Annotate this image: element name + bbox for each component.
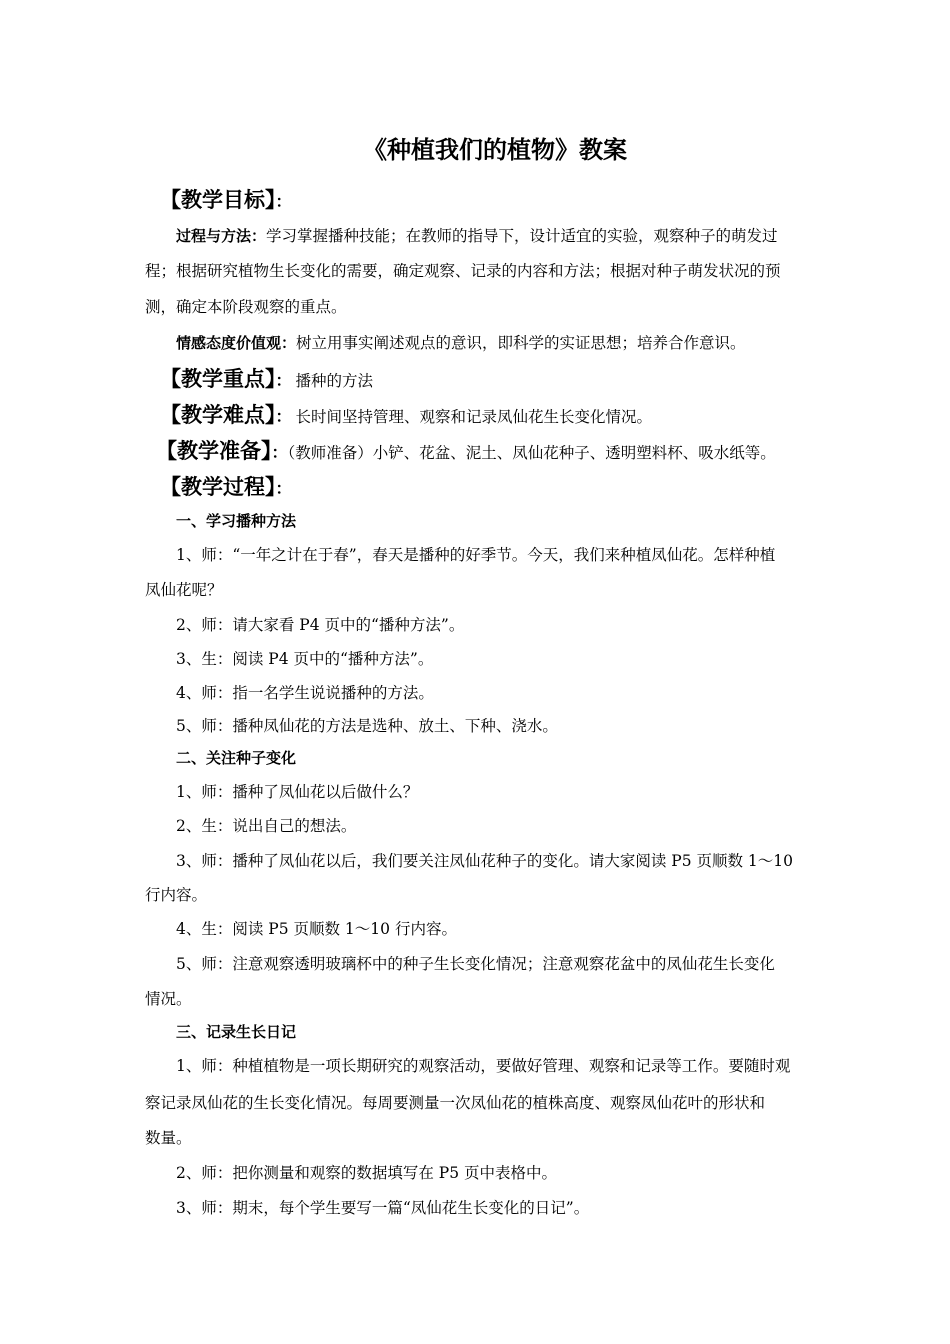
section-1-item-1a: 1、师：“一年之计在于春”，春天是播种的好季节。今天，我们来种植凤仙花。怎样种植 (176, 546, 776, 564)
section-2-item-5a: 5、师：注意观察透明玻璃杯中的种子生长变化情况；注意观察花盆中的凤仙花生长变化 (176, 955, 775, 973)
section-2-item-3a: 3、师：播种了凤仙花以后，我们要关注凤仙花种子的变化。请大家阅读 P5 页顺数 1～10 (176, 852, 794, 870)
goals-heading-colon: ： (275, 192, 292, 211)
key-point-colon: ： (275, 371, 292, 390)
difficulty-colon: ： (275, 407, 292, 426)
preparation-heading-text: 【教学准备】 (156, 439, 272, 463)
difficulty-text: 长时间坚持管理、观察和记录凤仙花生长变化情况。 (295, 408, 653, 426)
goals-heading (160, 185, 292, 217)
section-1-item-3: 3、生：阅读 P4 页中的“播种方法”。 (176, 650, 434, 668)
section-2-title: 二、关注种子变化 (176, 749, 297, 767)
preparation-text: （教师准备）小铲、花盆、泥土、凤仙花种子、透明塑料杯、吸水纸等。 (287, 444, 776, 462)
section-1-item-5: 5、师：播种凤仙花的方法是选种、放土、下种、浇水。 (176, 717, 558, 735)
process-method-label: 过程与方法： (176, 227, 267, 245)
section-3-title: 三、记录生长日记 (176, 1023, 297, 1041)
emotion-text: 树立用事实阐述观点的意识，即科学的实证思想；培养合作意识。 (296, 334, 746, 352)
section-1-item-4: 4、师：指一名学生说说播种的方法。 (176, 684, 434, 702)
section-3-item-3: 3、师：期末，每个学生要写一篇“凤仙花生长变化的日记”。 (176, 1199, 590, 1217)
section-3-item-1b: 察记录凤仙花的生长变化情况。每周要测量一次凤仙花的植株高度、观察凤仙花叶的形状和 (145, 1094, 766, 1112)
key-point-heading-text: 【教学重点】 (160, 367, 276, 391)
section-1-item-2: 2、师：请大家看 P4 页中的“播种方法”。 (176, 616, 465, 634)
goals-heading-text: 【教学目标】 (160, 188, 276, 212)
key-point-text: 播种的方法 (295, 372, 374, 390)
section-1-item-1b: 凤仙花呢？ (145, 581, 223, 599)
emotion-label: 情感态度价值观： (176, 334, 297, 352)
process-method-line-2: 程；根据研究植物生长变化的需要，确定观察、记录的内容和方法；根据对种子萌发状况的预 (145, 262, 781, 280)
section-2-item-4: 4、生：阅读 P5 页顺数 1～10 行内容。 (176, 920, 457, 938)
section-2-item-3b: 行内容。 (145, 886, 208, 904)
process-method-text-1: 学习掌握播种技能；在教师的指导下，设计适宜的实验，观察种子的萌发过 (266, 227, 778, 245)
preparation-heading (156, 436, 776, 468)
section-3-item-1c: 数量。 (145, 1129, 192, 1147)
emotion-line (176, 332, 805, 354)
key-point-heading (160, 364, 373, 396)
process-heading (160, 472, 292, 504)
process-colon: ： (275, 479, 292, 498)
difficulty-heading-text: 【教学难点】 (160, 403, 276, 427)
section-3-item-2: 2、师：把你测量和观察的数据填写在 P5 页中表格中。 (176, 1164, 558, 1182)
process-heading-text: 【教学过程】 (160, 475, 276, 499)
difficulty-heading (160, 400, 652, 432)
section-2-item-1: 1、师：播种了凤仙花以后做什么？ (176, 783, 419, 801)
process-method-line-3: 测，确定本阶段观察的重点。 (145, 298, 347, 316)
section-2-item-5b: 情况。 (145, 990, 192, 1008)
process-method-line-1 (176, 225, 805, 247)
page-title: 《种植我们的植物》教案 (363, 136, 627, 164)
section-1-title: 一、学习播种方法 (176, 512, 297, 530)
section-2-item-2: 2、生：说出自己的想法。 (176, 817, 357, 835)
preparation-colon: ： (271, 443, 288, 462)
section-3-item-1a: 1、师：种植植物是一项长期研究的观察活动，要做好管理、观察和记录等工作。要随时观 (176, 1057, 791, 1075)
